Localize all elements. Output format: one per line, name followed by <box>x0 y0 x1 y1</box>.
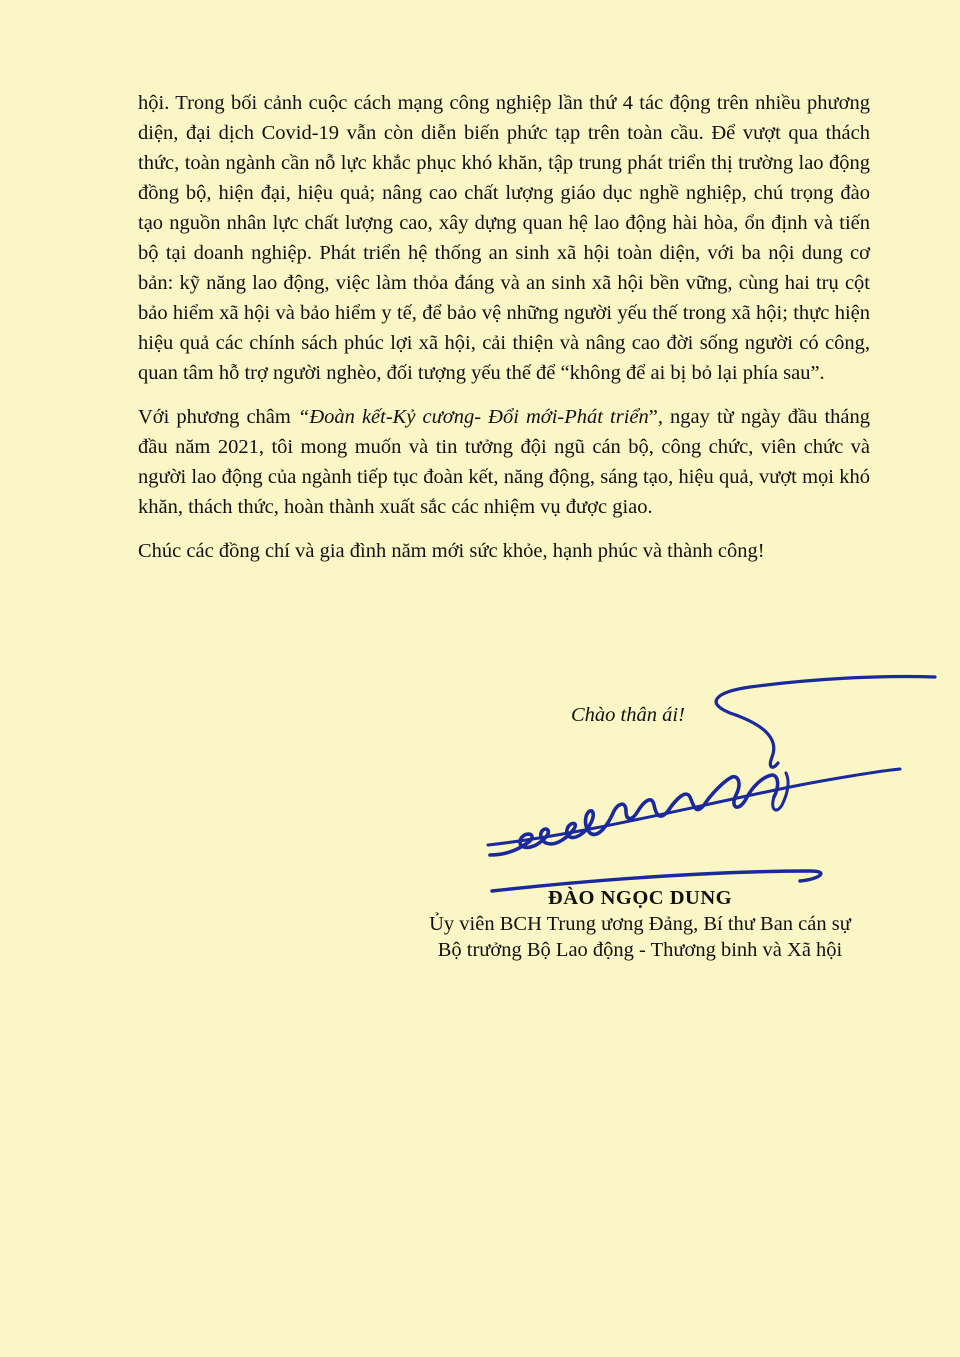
paragraph-3: Chúc các đồng chí và gia đình năm mới sức khỏe, hạnh phúc và thành công! <box>138 540 765 562</box>
letter-body <box>138 88 870 580</box>
closing-greeting: Chào thân ái! <box>571 704 685 726</box>
paragraph-2-lead: Với phương châm <box>138 406 298 428</box>
motto-quote: “Đoàn kết-Kỷ cương- Đổi mới-Phát triển <box>297 406 649 428</box>
paragraph-2-rest: ”, ngay từ ngày đầu tháng đầu năm 2021, tôi mong muốn và tin tưởng đội ngũ cán bộ, công chức, viên chức và người lao động của ngành tiếp tục đoàn kết, năng động, sáng tạo, hiệu quả, vượt mọi khó khăn, thách thức, hoàn thành xuất sắc các nhiệm vụ được giao. <box>138 406 870 518</box>
paragraph-2 <box>138 402 870 522</box>
signer-title-ministry: Bộ trưởng Bộ Lao động - Thương binh và Xã hội <box>437 939 843 961</box>
signer-title-party: Ủy viên BCH Trung ương Đảng, Bí thư Ban cán sự <box>429 913 851 935</box>
paragraph-1: hội. Trong bối cảnh cuộc cách mạng công nghiệp lần thứ 4 tác động trên nhiều phương diện, đại dịch Covid-19 vẫn còn diễn biến phức tạp trên toàn cầu. Để vượt qua thách thức, toàn ngành cần nỗ lực khắc phục khó khăn, tập trung phát triển thị trường lao động đồng bộ, hiện đại, hiệu quả; nâng cao chất lượng giáo dục nghề nghiệp, chú trọng đào tạo nguồn nhân lực chất lượng cao, xây dựng quan hệ lao động hài hòa, ổn định và tiến bộ tại doanh nghiệp. Phát triển hệ thống an sinh xã hội toàn diện, với ba nội dung cơ bản: kỹ năng lao động, việc làm thỏa đáng và an sinh xã hội bền vững, cùng hai trụ cột bảo hiểm xã hội và bảo hiểm y tế, để bảo vệ những người yếu thế trong xã hội; thực hiện hiệu quả các chính sách phúc lợi xã hội, cải thiện và nâng cao đời sống người có công, quan tâm hỗ trợ người nghèo, đối tượng yếu thế để “không để ai bị bỏ lại phía sau”. <box>138 92 870 384</box>
signer-name: ĐÀO NGỌC DUNG <box>547 887 733 909</box>
handwritten-signature <box>480 665 940 905</box>
signer-block <box>380 885 900 963</box>
